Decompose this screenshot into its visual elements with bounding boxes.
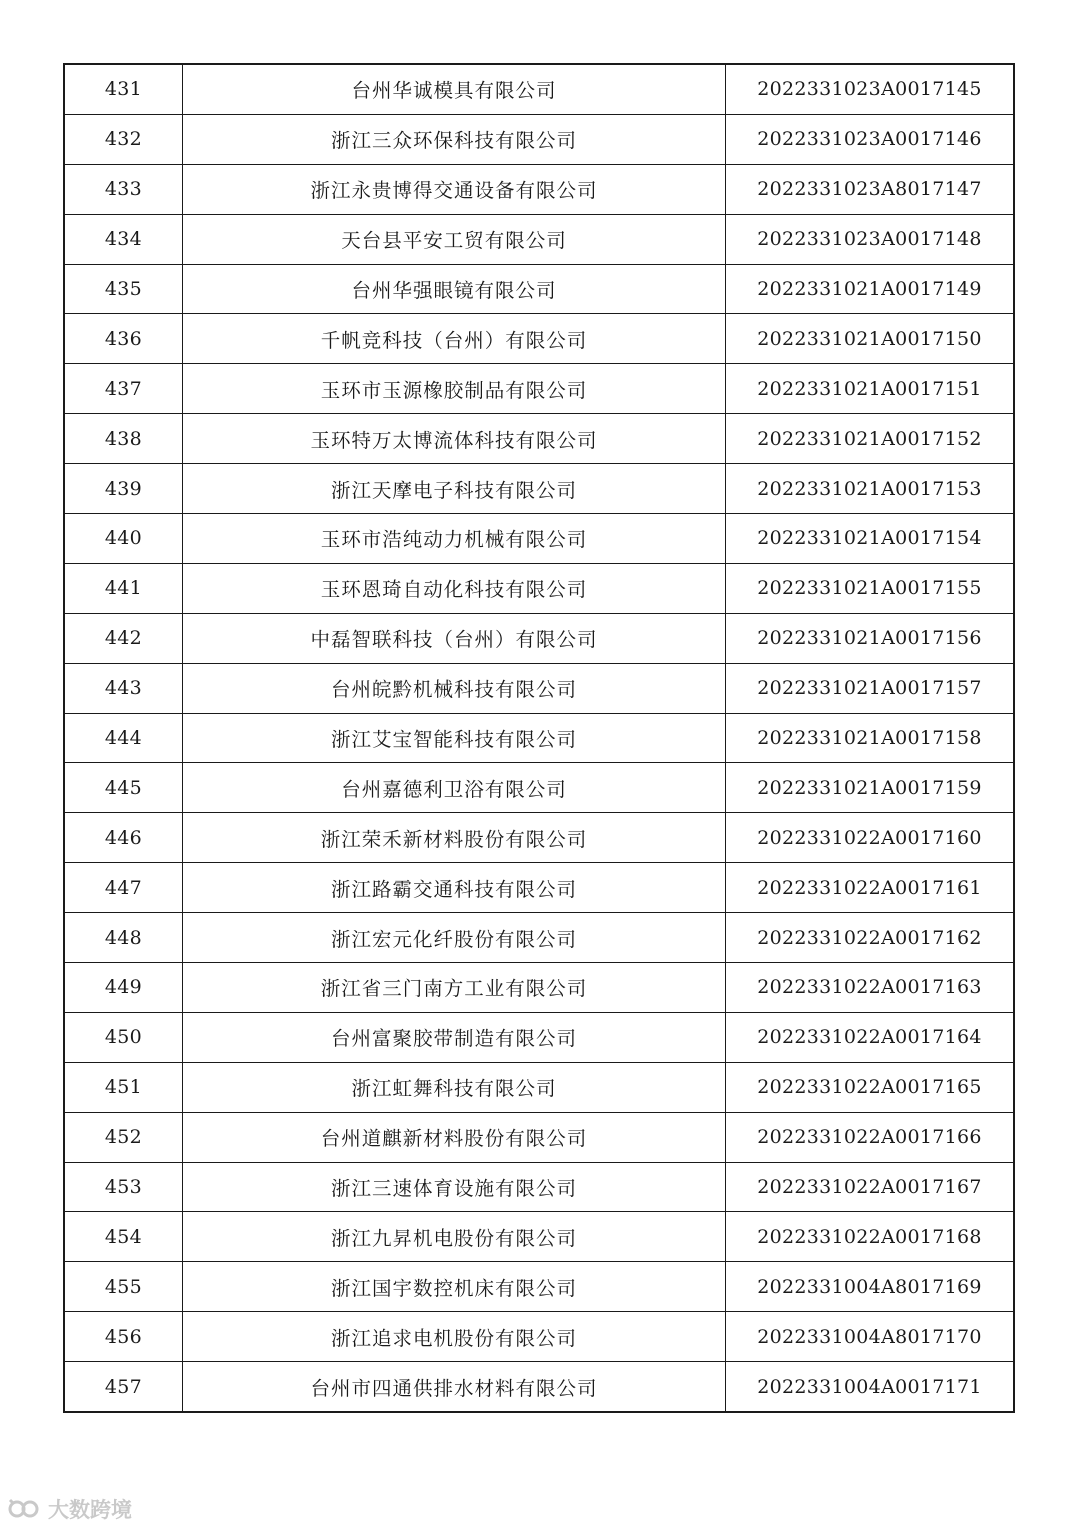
company-name-cell: 浙江省三门南方工业有限公司	[183, 963, 726, 1013]
row-number-cell: 444	[64, 713, 183, 763]
company-name-cell: 玉环市浩纯动力机械有限公司	[183, 514, 726, 564]
row-number-cell: 451	[64, 1062, 183, 1112]
row-number-cell: 456	[64, 1312, 183, 1362]
row-number-cell: 446	[64, 813, 183, 863]
row-number-cell: 455	[64, 1262, 183, 1312]
table-row	[64, 563, 1014, 613]
table-row	[64, 913, 1014, 963]
company-name-cell: 玉环市玉源橡胶制品有限公司	[183, 364, 726, 414]
table-row	[64, 813, 1014, 863]
row-number-cell: 432	[64, 114, 183, 164]
row-number-cell: 448	[64, 913, 183, 963]
company-name-cell: 浙江永贵博得交通设备有限公司	[183, 164, 726, 214]
certificate-code-cell: 2022331022A0017163	[726, 963, 1015, 1013]
certificate-code-cell: 2022331021A0017149	[726, 264, 1015, 314]
company-name-cell: 台州华诚模具有限公司	[183, 64, 726, 114]
table-body	[64, 64, 1014, 1412]
certificate-code-cell: 2022331022A0017168	[726, 1212, 1015, 1262]
row-number-cell: 452	[64, 1112, 183, 1162]
certificate-code-cell: 2022331021A0017157	[726, 663, 1015, 713]
company-name-cell: 中磊智联科技（台州）有限公司	[183, 613, 726, 663]
row-number-cell: 433	[64, 164, 183, 214]
row-number-cell: 440	[64, 514, 183, 564]
certificate-code-cell: 2022331023A0017145	[726, 64, 1015, 114]
company-name-cell: 浙江三速体育设施有限公司	[183, 1162, 726, 1212]
certificate-code-cell: 2022331022A0017167	[726, 1162, 1015, 1212]
company-name-cell: 浙江九昇机电股份有限公司	[183, 1212, 726, 1262]
company-name-cell: 浙江路霸交通科技有限公司	[183, 863, 726, 913]
row-number-cell: 454	[64, 1212, 183, 1262]
table-row	[64, 863, 1014, 913]
row-number-cell: 445	[64, 763, 183, 813]
certificate-code-cell: 2022331022A0017160	[726, 813, 1015, 863]
certificate-code-cell: 2022331021A0017151	[726, 364, 1015, 414]
row-number-cell: 443	[64, 663, 183, 713]
company-name-cell: 浙江宏元化纤股份有限公司	[183, 913, 726, 963]
table-row	[64, 1012, 1014, 1062]
row-number-cell: 447	[64, 863, 183, 913]
table-row	[64, 713, 1014, 763]
certificate-code-cell: 2022331021A0017159	[726, 763, 1015, 813]
company-name-cell: 台州道麒新材料股份有限公司	[183, 1112, 726, 1162]
company-name-cell: 台州市四通供排水材料有限公司	[183, 1362, 726, 1412]
certificate-code-cell: 2022331022A0017162	[726, 913, 1015, 963]
table-row	[64, 1162, 1014, 1212]
row-number-cell: 441	[64, 563, 183, 613]
table-row	[64, 314, 1014, 364]
table-row	[64, 613, 1014, 663]
table-row	[64, 763, 1014, 813]
company-name-cell: 浙江虹舞科技有限公司	[183, 1062, 726, 1112]
row-number-cell: 435	[64, 264, 183, 314]
table-row	[64, 64, 1014, 114]
certificate-code-cell: 2022331004A8017169	[726, 1262, 1015, 1312]
certificate-code-cell: 2022331022A0017166	[726, 1112, 1015, 1162]
company-name-cell: 千帆竞科技（台州）有限公司	[183, 314, 726, 364]
table-row	[64, 1062, 1014, 1112]
company-name-cell: 浙江荣禾新材料股份有限公司	[183, 813, 726, 863]
watermark-logo-icon	[8, 1496, 42, 1522]
table-row	[64, 164, 1014, 214]
table-row	[64, 1262, 1014, 1312]
row-number-cell: 437	[64, 364, 183, 414]
certificate-code-cell: 2022331004A8017170	[726, 1312, 1015, 1362]
company-name-cell: 天台县平安工贸有限公司	[183, 214, 726, 264]
company-name-cell: 台州嘉德利卫浴有限公司	[183, 763, 726, 813]
row-number-cell: 449	[64, 963, 183, 1013]
watermark-text: 大数跨境	[48, 1498, 132, 1522]
certificate-code-cell: 2022331022A0017164	[726, 1012, 1015, 1062]
table-row	[64, 364, 1014, 414]
row-number-cell: 431	[64, 64, 183, 114]
company-name-cell: 台州华强眼镜有限公司	[183, 264, 726, 314]
certificate-code-cell: 2022331022A0017165	[726, 1062, 1015, 1112]
certificate-code-cell: 2022331021A0017152	[726, 414, 1015, 464]
table-row	[64, 214, 1014, 264]
row-number-cell: 442	[64, 613, 183, 663]
company-list-table	[63, 63, 1015, 1413]
certificate-code-cell: 2022331021A0017158	[726, 713, 1015, 763]
row-number-cell: 457	[64, 1362, 183, 1412]
row-number-cell: 434	[64, 214, 183, 264]
company-name-cell: 浙江追求电机股份有限公司	[183, 1312, 726, 1362]
company-name-cell: 台州皖黔机械科技有限公司	[183, 663, 726, 713]
row-number-cell: 436	[64, 314, 183, 364]
row-number-cell: 450	[64, 1012, 183, 1062]
certificate-code-cell: 2022331023A0017148	[726, 214, 1015, 264]
table-row	[64, 414, 1014, 464]
company-name-cell: 玉环恩琦自动化科技有限公司	[183, 563, 726, 613]
table-row	[64, 514, 1014, 564]
certificate-code-cell: 2022331023A0017146	[726, 114, 1015, 164]
watermark	[8, 1494, 132, 1524]
certificate-code-cell: 2022331021A0017153	[726, 464, 1015, 514]
table-row	[64, 1212, 1014, 1262]
certificate-code-cell: 2022331023A8017147	[726, 164, 1015, 214]
company-name-cell: 玉环特万太博流体科技有限公司	[183, 414, 726, 464]
table-row	[64, 1362, 1014, 1412]
company-name-cell: 浙江三众环保科技有限公司	[183, 114, 726, 164]
company-name-cell: 浙江国宇数控机床有限公司	[183, 1262, 726, 1312]
table-row	[64, 1112, 1014, 1162]
row-number-cell: 453	[64, 1162, 183, 1212]
company-name-cell: 台州富聚胶带制造有限公司	[183, 1012, 726, 1062]
table-row	[64, 1312, 1014, 1362]
certificate-code-cell: 2022331004A0017171	[726, 1362, 1015, 1412]
certificate-code-cell: 2022331021A0017155	[726, 563, 1015, 613]
table-row	[64, 464, 1014, 514]
company-name-cell: 浙江天摩电子科技有限公司	[183, 464, 726, 514]
table-row	[64, 963, 1014, 1013]
table-row	[64, 663, 1014, 713]
certificate-code-cell: 2022331022A0017161	[726, 863, 1015, 913]
row-number-cell: 439	[64, 464, 183, 514]
row-number-cell: 438	[64, 414, 183, 464]
certificate-code-cell: 2022331021A0017156	[726, 613, 1015, 663]
certificate-code-cell: 2022331021A0017150	[726, 314, 1015, 364]
table-row	[64, 114, 1014, 164]
company-name-cell: 浙江艾宝智能科技有限公司	[183, 713, 726, 763]
table-row	[64, 264, 1014, 314]
certificate-code-cell: 2022331021A0017154	[726, 514, 1015, 564]
